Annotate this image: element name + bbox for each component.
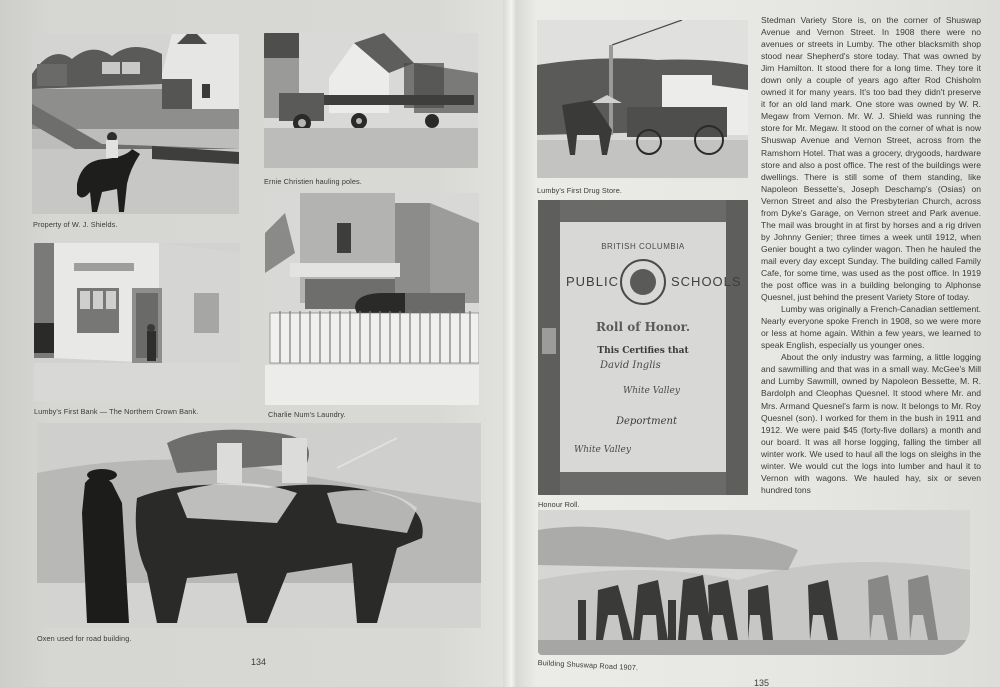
- certificate-title: Roll of Honor.: [595, 320, 691, 334]
- body-text-column: [761, 14, 981, 496]
- caption-honour-roll: Honour Roll.: [538, 500, 580, 509]
- body-paragraph-1: Stedman Variety Store is, on the corner of Shuswap Avenue and Vernon Street. In 1908 there were no avenues or streets in Lumby. The other blacksmith shop stood near Shepherd's store today. That was owned by Jim Hamilton. It stood there for a long time. They tore it down only a couple of years ago after Rod Chisholm owned it for many years. It's too bad they didn't preserve it for an old land mark. One store was owned by W. R. Megaw from Vernon. Mr. W. J. Shield was running the store for Mr. Megaw. It stood on the corner of what is now Shuswap Avenue and Vernon Street, across from the Ramshorn Hotel. That was a grocery, drygoods, hardware store and also a post office. The rest of the buildings were dwellings. There is still some of them standing, like Napoleon Bessette's, Joseph Deschamp's (Osias) on Vernon Street and also the Presbyterian Church, across from Dyke's Garage, on Vernon street and Park avenue. The mail was brought in at first by horses and a rig driven by Johnny Genier; three times a week until 1912, when Genier bought a two cylinder wagon. Then he hauled the mail every day except Sunday. The building called Family Cafe, for some time, was used as the post office. In 1919 the post office was in a building belonging to Alphonse Quesnel, just behind the present Variety Store of today.: [761, 15, 981, 303]
- photo-shields-property: [32, 34, 239, 214]
- photo-shuswap-road: [538, 510, 970, 655]
- caption-poles: Ernie Christien hauling poles.: [264, 177, 362, 186]
- certificate-schools: SCHOOLS: [671, 274, 742, 289]
- certificate-place: White Valley: [574, 445, 631, 455]
- certificate-certifies: This Certifies that: [597, 346, 689, 356]
- photo-honour-roll: [538, 200, 748, 495]
- caption-oxen: Oxen used for road building.: [37, 634, 132, 643]
- certificate-heading: BRITISH COLUMBIA: [601, 242, 685, 251]
- caption-shields: Property of W. J. Shields.: [33, 220, 118, 229]
- body-paragraph-3: About the only industry was farming, a little logging and sawmilling and that was in a small way. McGee's Mill and Lumby Sawmill, owned by Napoleon Bessette, M. R. Bardolph and Cleophas Quesnel. It stood where Mr. and Mrs. Armand Quesnel's farm is now. It belongs to Mr. Roy Quesnel (son). I worked for them in the bush in 1911 and 1912. We were paid $45 (forty-five dollars) a month and our board. It was all horse logging, falling the timber all winter work. We used to haul all the logs on sleighs in the winter. We would cut the logs into lumber and haul it to Vernon with wagons. We hauled hay, six or seven hundred tons: [761, 352, 981, 495]
- photo-drug-store: [537, 20, 748, 178]
- caption-shuswap-road: Building Shuswap Road 1907.: [537, 658, 639, 673]
- photo-first-bank: [34, 243, 240, 401]
- certificate-school: White Valley: [623, 386, 680, 396]
- caption-bank: Lumby's First Bank — The Northern Crown Bank.: [34, 407, 199, 416]
- certificate-name: David Inglis: [600, 360, 661, 371]
- certificate-public: PUBLIC: [566, 274, 619, 289]
- photo-hauling-poles: [264, 33, 478, 168]
- body-paragraph-2: Lumby was originally a French-Canadian settlement. Nearly everyone spoke French in 1908, so we were more or less at home again. Within a few years, we learned to speak English, especially us younger ones.: [761, 304, 981, 351]
- certificate-department: Deportment: [616, 416, 678, 427]
- page-number-right: 135: [754, 678, 770, 688]
- photo-oxen: [37, 423, 481, 628]
- caption-laundry: Charlie Num's Laundry.: [268, 410, 346, 419]
- book-gutter: [503, 0, 517, 687]
- caption-drug-store: Lumby's First Drug Store.: [537, 186, 622, 195]
- photo-laundry: [265, 193, 479, 405]
- page-number-left: 134: [251, 657, 267, 667]
